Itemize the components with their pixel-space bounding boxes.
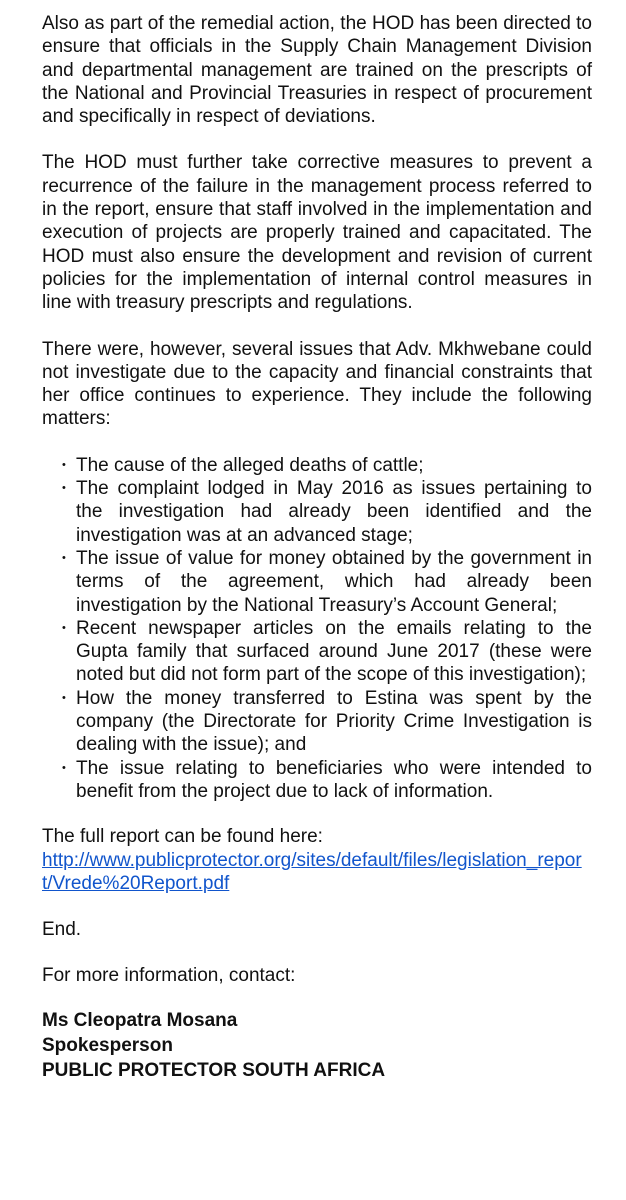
paragraph-uninvestigated-issues: There were, however, several issues that Adv. Mkhwebane could not investigate due to the capacity and financial constraints that her office continues to experience. They include the following matters: (42, 338, 592, 430)
list-item: • Recent newspaper articles on the emails relating to the Gupta family that surfaced around June 2017 (these were noted but did not form part of the scope of this investigation); (42, 617, 592, 687)
list-item: • The issue relating to beneficiaries who were intended to benefit from the project due to lack of information. (42, 757, 592, 804)
end-text: End. (42, 919, 82, 941)
signature-title: Spokesperson (42, 1034, 173, 1056)
report-link[interactable]: http://www.publicprotector.org/sites/default/files/legislation_report/Vrede%20Report.pdf (42, 849, 582, 894)
list-item: • The cause of the alleged deaths of cattle; (42, 454, 592, 477)
contact-intro: For more information, contact: (42, 965, 296, 987)
spacer (42, 895, 592, 918)
paragraph-corrective-measures: The HOD must further take corrective measures to prevent a recurrence of the failure in the management process referred to in the report, ensure that staff involved in the implementation and execution of projects are properly trained and capacitated. The HOD must also ensure the development and revision of current policies for the implementation of internal control measures in line with treasury prescripts and regulations. (42, 152, 592, 314)
signature-org: PUBLIC PROTECTOR SOUTH AFRICA (42, 1059, 386, 1081)
list-item: • How the money transferred to Estina was spent by the company (the Directorate for Priority Crime Investigation is dealing with the issue); and (42, 687, 592, 757)
report-intro: The full report can be found here: (42, 826, 323, 848)
paragraph-remedial-action: Also as part of the remedial action, the HOD has been directed to ensure that officials in the Supply Chain Management Division and departmental management are trained on the prescripts of the National and Provincial Treasuries in respect of procurement and specifically in respect of deviations. (42, 13, 592, 128)
list-item: • The complaint lodged in May 2016 as issues pertaining to the investigation had already been identified and the investigation was at an advanced stage; (42, 477, 592, 547)
list-item: • The issue of value for money obtained by the government in terms of the agreement, which had already been investigation by the National Treasury’s Account General; (42, 547, 592, 617)
press-release-document (42, 12, 592, 1083)
signature-name: Ms Cleopatra Mosana (42, 1009, 238, 1031)
spacer (42, 941, 592, 964)
matters-list (42, 454, 592, 803)
